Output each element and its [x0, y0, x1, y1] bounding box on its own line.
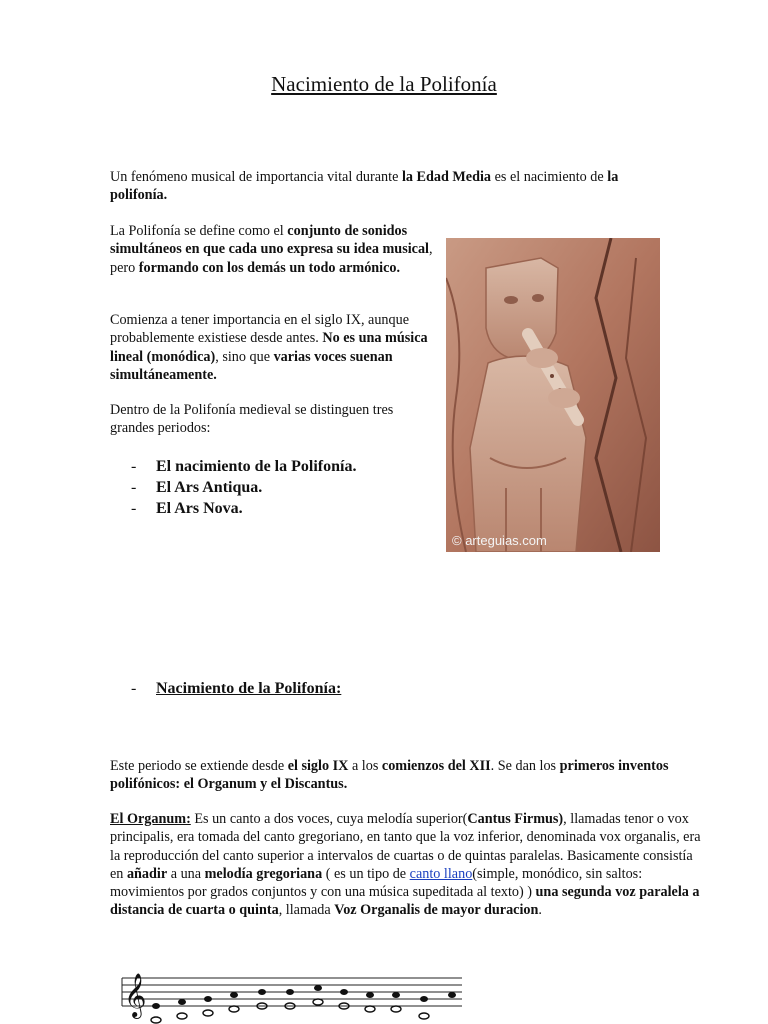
canto-llano-link[interactable]: canto llano [409, 865, 473, 882]
origin-paragraph [110, 311, 440, 384]
origin-text-2: , sino que [215, 348, 274, 365]
intro-bold-2: la polifonía. [110, 169, 619, 204]
organum-text-6: , llamada [278, 902, 335, 919]
definition-text-2: , pero [110, 241, 433, 276]
list-item: - El Ars Antiqua. [131, 479, 263, 496]
organum-text-4: ( es un tipo de [322, 865, 410, 882]
intro-paragraph [110, 168, 670, 205]
sculpture-photo [446, 238, 660, 552]
period-bold-1: el siglo IX [287, 758, 349, 774]
list-item: - El nacimiento de la Polifonía. [131, 458, 357, 475]
music-staff-image [118, 956, 470, 1024]
section-heading-text: Nacimiento de la Polifonía: [156, 680, 342, 697]
period-text-3: . Se dan los [490, 758, 560, 774]
section-heading: - Nacimiento de la Polifonía: [131, 680, 342, 697]
period-1: El nacimiento de la Polifonía. [156, 458, 357, 475]
organum-bold-1: Cantus Firmus) [467, 811, 564, 827]
treble-clef-icon: 𝄞 [124, 973, 147, 1017]
period-text-1: Este periodo se extiende desde [110, 758, 288, 774]
organum-bold-3: melodía gregoriana [204, 865, 323, 882]
origin-bold-2: varias voces suenan simultáneamente. [110, 348, 393, 383]
organum-text-7: . [538, 902, 542, 919]
intro-text-1: Un fenómeno musical de importancia vital durante [110, 169, 402, 185]
organum-label: El Organum: [110, 811, 191, 827]
intro-bold-1: la Edad Media [401, 169, 492, 185]
definition-bold-2: formando con los demás un todo armónico. [138, 259, 401, 276]
definition-paragraph [110, 222, 440, 277]
intro-text-2: es el nacimiento de [491, 169, 608, 185]
period-bold-3: primeros inventos polifónicos: el Organum y el Discantus. [110, 758, 669, 793]
organum-bold-5: Voz Organalis de mayor duracion [334, 902, 539, 919]
period-2: El Ars Antiqua. [156, 479, 263, 496]
period-3: El Ars Nova. [156, 500, 243, 517]
organum-bold-2: añadir [126, 865, 168, 882]
periods-intro: Dentro de la Polifonía medieval se distinguen tres grandes periodos: [110, 402, 394, 437]
definition-bold-1: conjunto de sonidos simultáneos en que cada uno expresa su idea musical [110, 223, 429, 258]
origin-text-1: Comienza a tener importancia en el siglo IX, aunque probablemente existiese desde antes. [110, 312, 410, 347]
image-watermark: © arteguias.com [452, 533, 547, 548]
organum-text-5: (simple, monódico, sin saltos: movimientos por grados conjuntos y con una música supeditada al texto) ) [110, 865, 643, 901]
organum-text-3: a una [167, 865, 205, 882]
period-bold-2: comienzos del XII [381, 758, 491, 774]
period-paragraph [110, 757, 680, 794]
list-item: - El Ars Nova. [131, 500, 243, 517]
organum-bold-4: una segunda voz paralela a distancia de cuarta o quinta [110, 884, 700, 919]
period-text-2: a los [348, 758, 382, 774]
organum-text-1: Es un canto a dos voces, cuya melodía superior( [190, 811, 468, 827]
organum-paragraph [110, 810, 708, 920]
page-title: Nacimiento de la Polifonía [271, 72, 497, 96]
flute-player-sculpture-image [446, 238, 660, 552]
origin-bold-1: No es una música lineal (monódica) [110, 330, 428, 365]
definition-text-1: La Polifonía se define como el [110, 223, 288, 239]
organum-text-2: , llamadas tenor o vox principalis, era tomada del canto gregoriano, en tanto que la voz inferior, denominada vox organalis, era la reproducción del canto superior a intervalos de cuartas o de quintas paralelas. Basicamente consistía en [110, 811, 701, 882]
periods-list [131, 456, 356, 519]
